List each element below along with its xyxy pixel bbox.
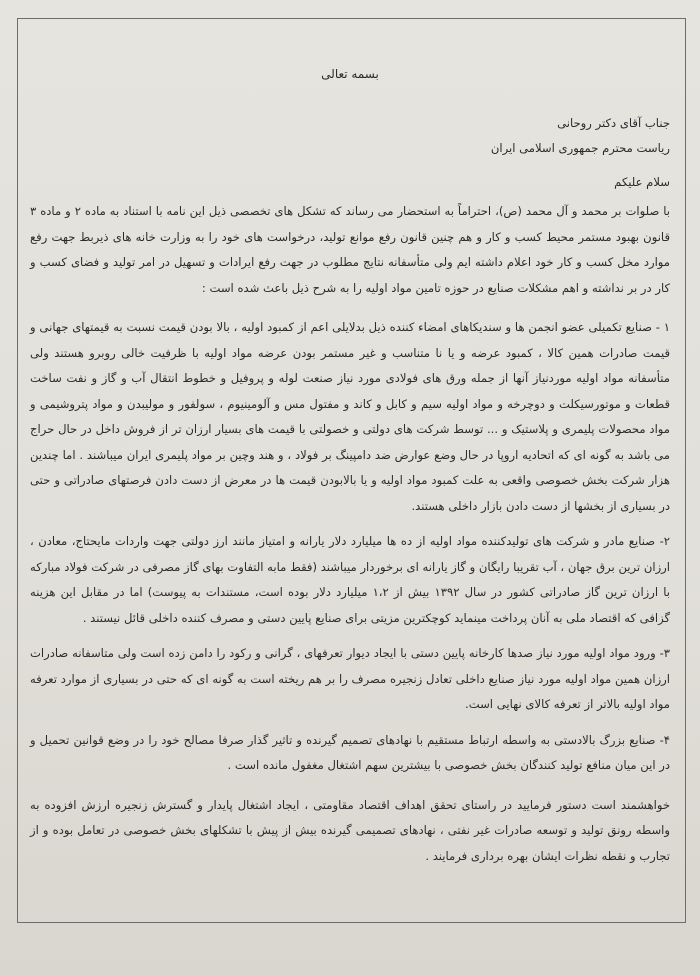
addressee-name: جناب آقای دکتر روحانی [557,115,670,130]
addressee-title: ریاست محترم جمهوری اسلامی ایران [490,141,670,155]
list-item: ۱ - صنایع تکمیلی عضو انجمن ها و سندیکاهای امضاء کننده ذیل بدلایلی اعم از کمبود اولیه ، بالا بودن قیمت نسبت به قیمتهای جهانی و قیمت صادرات همین کالا ، کمبود عرضه و یا نا متناسب و غیر مستمر بودن عرضه مواد اولیه با ظرفیت خالی روبرو هستند ولی متأسفانه مواد اولیه موردنیاز آنها از جمله ورق های فولادی مورد نیاز صنعت لوله و پروفیل و خطوط انتقال آب و گاز و نفت ساخت قطعات و موتورسیکلت و دوچرخه و مواد اولیه سیم و کابل و کاند و مفتول مس و آلومینیوم ، سولفور و مولیبدن و مواد پتروشیمی و مواد محصولات پلیمری و پلاستیک و ... توسط شرکت های دولتی و خصولتی با قیمت های بسیار ارزان تر از فروش داخل در حال حراج می باشد به گونه ای که اتحادیه اروپا در حال وضع عوارض ضد دامپینگ بر فولاد ، و هند وچین بر مواد پلیمری ایران میباشند . اما چندین هزار شرکت بخش خصوصی واقعی به علت کمبود مواد اولیه و یا بالابودن قیمت ها در معرض از دست دادن فرصتهای صادراتی و حتی در بسیاری از بخشها از دست دادن بازار داخلی هستند. [30,320,670,513]
closing-paragraph: خواهشمند است دستور فرمایید در راستای تحقق اهداف اقتصاد مقاومتی ، ایجاد اشتغال پایدار و گسترش زنجیره ارزش افزوده به واسطه رونق تولید و توسعه صادرات غیر نفتی ، نهادهای تصمیمی گیرنده بیش از پیش با تشکلهای بخش خصوصی در تعامل بوده و از تجارب و نقطه نظرات ایشان بهره برداری فرمایند . [30,797,670,863]
list-item: ۲- صنایع مادر و شرکت های تولیدکننده مواد اولیه از ده ها میلیارد دلار یارانه و امتیاز مانند ارز دولتی جهت واردات مایحتاج، معادن ، ارزان ترین برق جهان ، آب تقریبا رایگان و گاز یارانه ای برخوردار میباشند (فقط مابه التفاوت بهای گاز مصرفی در شرکت فولاد مبارکه با ارزان ترین گاز صادراتی کشور در سال ۱۳۹۲ بیش از ۱،۲ میلیارد دلار بوده است، مستندات به پیوست) اما در مقابل این هزینه گزافی که اقتصاد ملی به آنان پرداخت مینماید کوچکترین مزیتی برای صنایع پایین دستی و مصرف کننده داخلی قائل نیستند . [30,534,670,625]
list-item: ۳- ورود مواد اولیه مورد نیاز صدها کارخانه پایین دستی با ایجاد دیوار تعرفهای ، گرانی و رکود را دامن زده است ولی متاسفانه صادرات ارزان همین مواد اولیه مورد نیاز صنایع داخلی تعادل زنجیره مصرف را بر هم ریخته است به گونه ای که حتی در بسیاری از موارد تعرفه مواد اولیه بالاتر از تعرفه کالای نهایی است. [30,646,670,711]
greeting: سلام علیکم [614,174,670,189]
letter-body [30,62,670,869]
letter-heading: بسمه تعالی [321,67,379,81]
list-item: ۴- صنایع بزرگ بالادستی به واسطه ارتباط مستقیم با نهادهای تصمیم گیرنده و تاثیر گذار صرفا مصالح خود را در وضع قوانین تحمیل و در این میان منافع تولید کنندگان بخش خصوصی با بیشترین سهم اشتغال مغفول مانده است . [30,732,670,772]
intro-paragraph: با صلوات بر محمد و آل محمد (ص)، احتراماً به استحضار می رساند که تشکل های تخصصی ذیل این نامه با استناد به ماده ۲ و ماده ۳ قانون بهبود مستمر محیط کسب و کار و هم چنین قانون رفع موانع تولید، درخواست های خود را به وزارت خانه های ذیربط جهت رفع موارد مخل کسب و کار خود اعلام داشته ایم ولی متأسفانه نتایج مطلوب در جهت رفع ایرادات و تسهیل در امر تولید و فضای کسب و کار در بر نداشته و اهم مشکلات صنایع در حوزه تامین مواد اولیه را به شرح ذیل باعث شده است : [30,204,670,295]
